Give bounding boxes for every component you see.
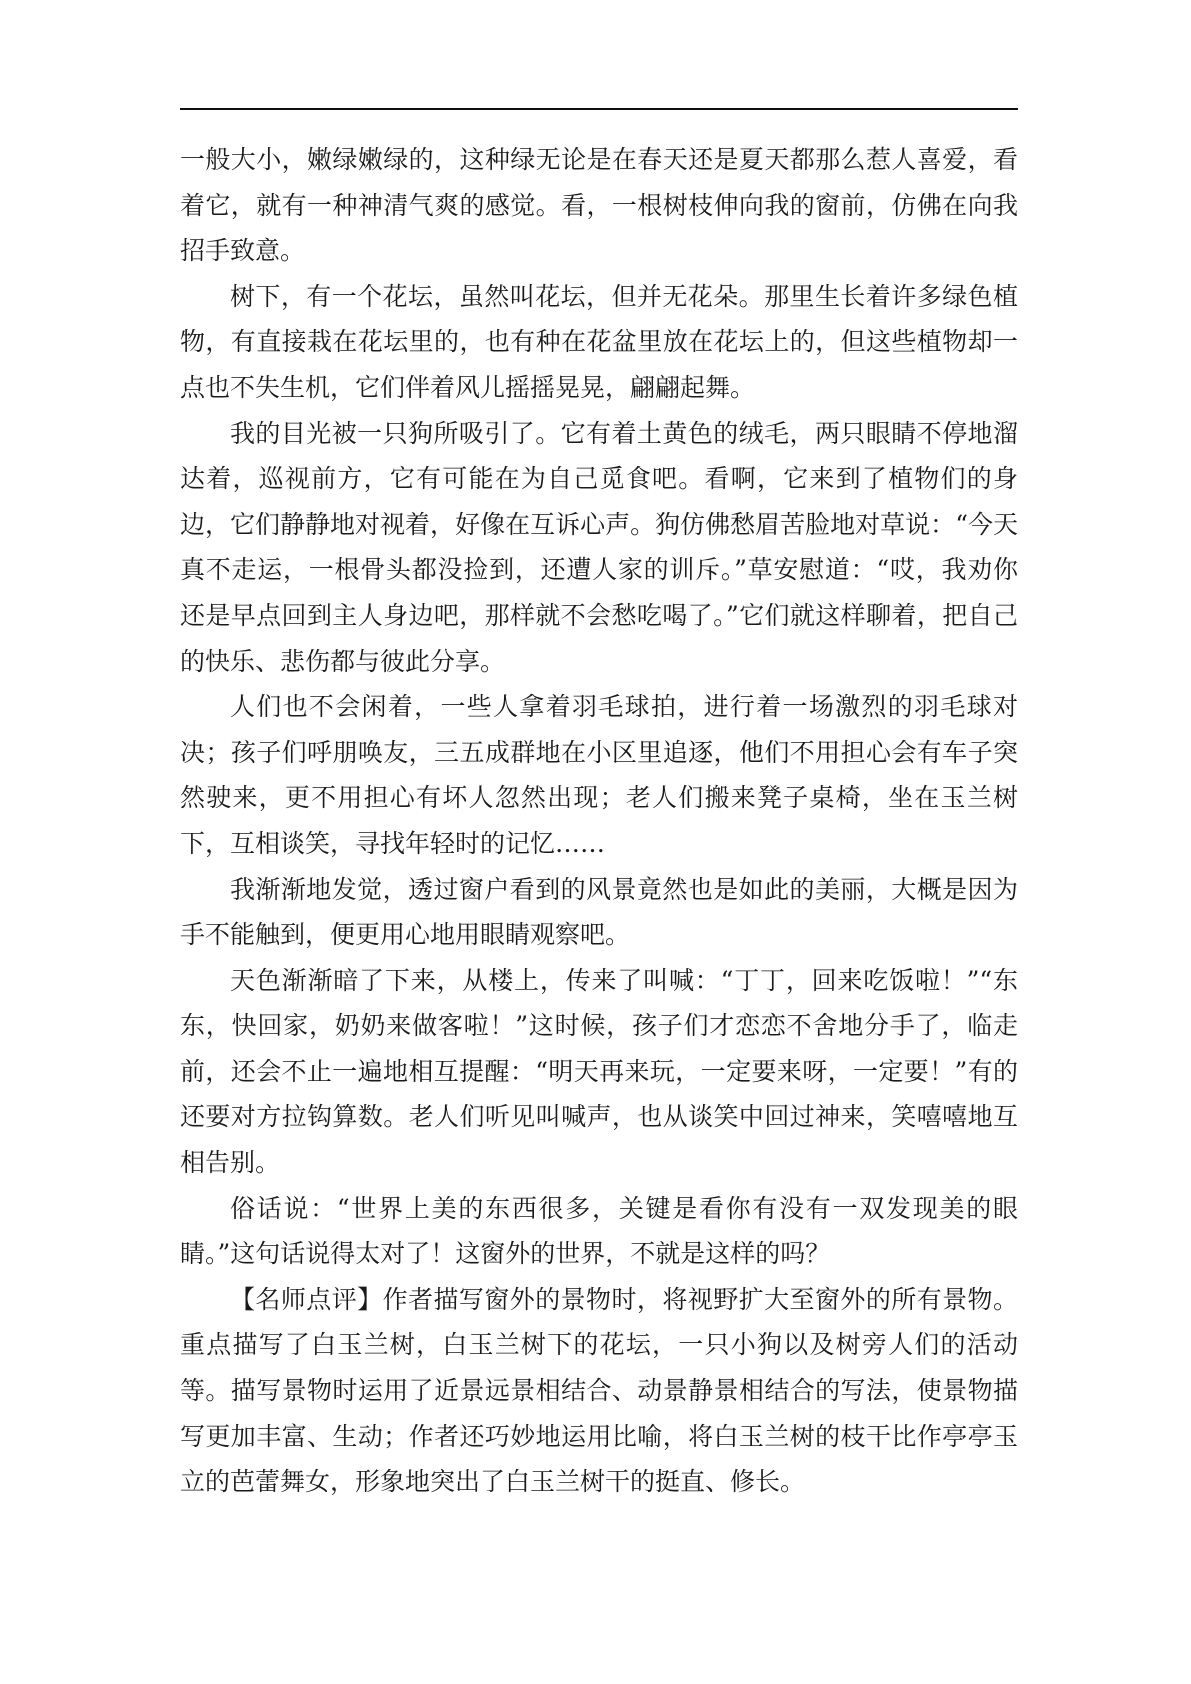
paragraph-dusk: 天色渐渐暗了下来，从楼上，传来了叫喊：“丁丁，回来吃饭啦！”“东东，快回家，奶奶来做客啦！”这时候，孩子们才恋恋不舍地分手了，临走前，还会不止一遍地相互提醒：“明天再来玩，一定要来呀，一定要！”有的还要对方拉钩算数。老人们听见叫喊声，也从谈笑中回过神来，笑嘻嘻地互相告别。 [180,965,1018,1178]
paragraph-flower-bed: 树下，有一个花坛，虽然叫花坛，但并无花朵。那里生长着许多绿色植物，有直接栽在花坛里的，也有种在花盆里放在花坛上的，但这些植物却一点也不失生机，它们伴着风儿摇摇晃晃，翩翩起舞。 [180,281,1018,402]
paragraph-continuation: 一般大小，嫩绿嫩绿的，这种绿无论是在春天还是夏天都那么惹人喜爱，看着它，就有一种神清气爽的感觉。看，一根树枝伸向我的窗前，仿佛在向我招手致意。 [180,145,1018,266]
paragraph-saying: 俗话说：“世界上美的东西很多，关键是看你有没有一双发现美的眼睛。”这句话说得太对了！这窗外的世界，不就是这样的吗？ [180,1193,1018,1269]
paragraph-teacher-comment: 【名师点评】作者描写窗外的景物时，将视野扩大至窗外的所有景物。重点描写了白玉兰树，白玉兰树下的花坛，一只小狗以及树旁人们的活动等。描写景物时运用了近景远景相结合、动景静景相结合的写法，使景物描写更加丰富、生动；作者还巧妙地运用比喻，将白玉兰树的枝干比作亭亭玉立的芭蕾舞女，形象地突出了白玉兰树干的挺直、修长。 [180,1284,1018,1497]
paragraph-realization: 我渐渐地发觉，透过窗户看到的风景竟然也是如此的美丽，大概是因为手不能触到，便更用心地用眼睛观察吧。 [180,874,1018,950]
document-body [180,137,1018,1505]
paragraph-dog: 我的目光被一只狗所吸引了。它有着土黄色的绒毛，两只眼睛不停地溜达着，巡视前方，它有可能在为自己觅食吧。看啊，它来到了植物们的身边，它们静静地对视着，好像在互诉心声。狗仿佛愁眉苦脸地对草说：“今天真不走运，一根骨头都没捡到，还遭人家的训斥。”草安慰道：“哎，我劝你还是早点回到主人身边吧，那样就不会愁吃喝了。”它们就这样聊着，把自己的快乐、悲伤都与彼此分享。 [180,418,1018,676]
paragraph-people: 人们也不会闲着，一些人拿着羽毛球拍，进行着一场激烈的羽毛球对决；孩子们呼朋唤友，三五成群地在小区里追逐，他们不用担心会有车子突然驶来，更不用担心有坏人忽然出现；老人们搬来凳子桌椅，坐在玉兰树下，互相谈笑，寻找年轻时的记忆…… [180,692,1018,858]
header-rule [180,108,1018,110]
